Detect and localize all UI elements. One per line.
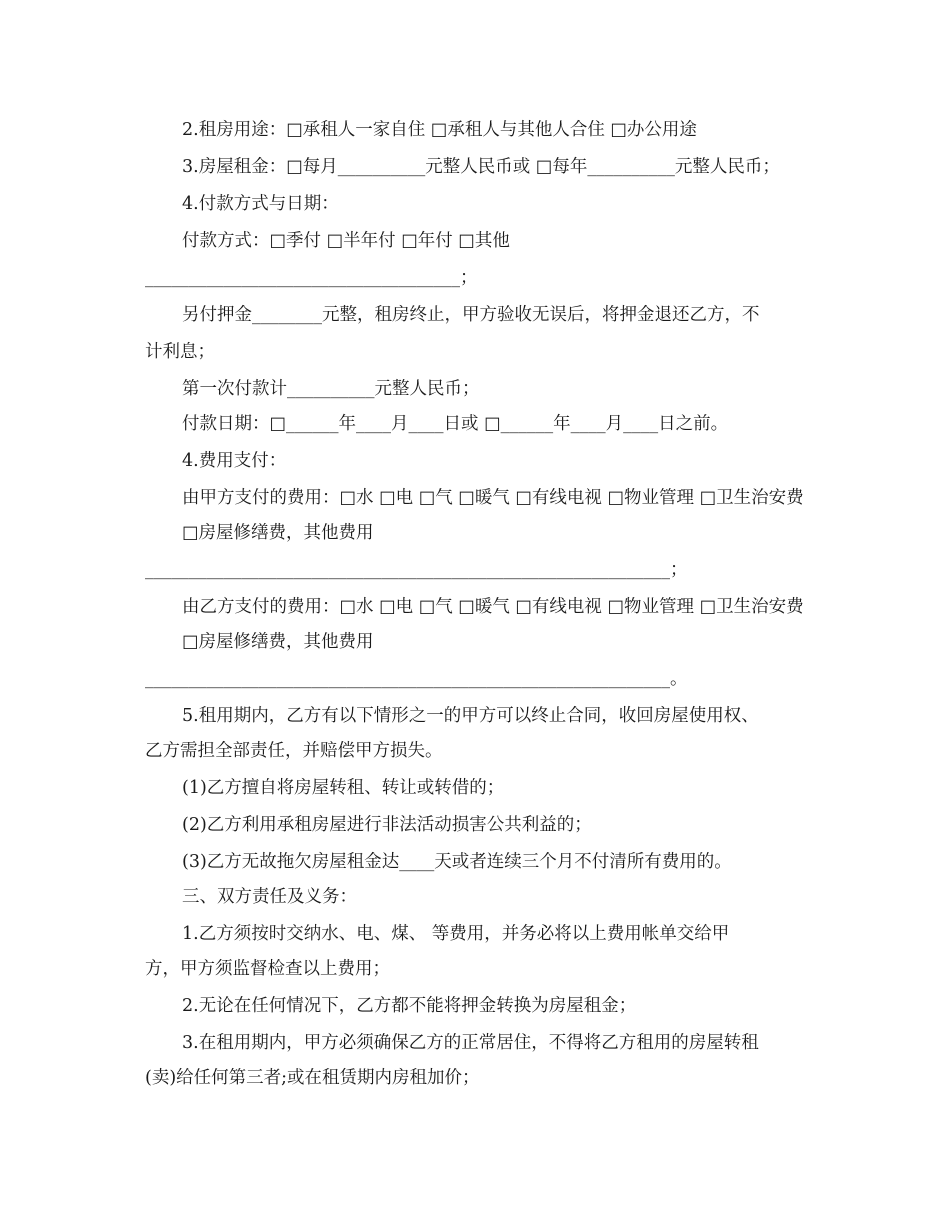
- line-payment-method: 付款方式：□季付 □半年付 □年付 □其他: [182, 231, 510, 251]
- line-item-1: (1)乙方擅自将房屋转租、转让或转借的；: [182, 778, 505, 798]
- line-rental-purpose: 2.租房用途：□承租人一家自住 □承租人与其他人合住 □办公用途: [182, 120, 697, 140]
- line-item-3: (3)乙方无故拖欠房屋租金达____天或者连续三个月不付清所有费用的。: [182, 852, 732, 872]
- line-obligation-3: 3.在租用期内，甲方必须确保乙方的正常居住，不得将乙方租用的房屋转租: [182, 1033, 759, 1053]
- line-payment-method-blank: ____________________________________；: [145, 268, 478, 288]
- line-item-2: (2)乙方利用承租房屋进行非法活动损害公共利益的；: [182, 815, 592, 835]
- line-obligation-1-cont: 方，甲方须监督检查以上费用；: [145, 959, 390, 979]
- line-termination: 5.租用期内，乙方有以下情形之一的甲方可以终止合同，收回房屋使用权、: [182, 706, 759, 726]
- line-obligation-3-cont: (卖)给任何第三者;或在租赁期内房租加价；: [145, 1068, 480, 1088]
- line-party-a-fees: 由甲方支付的费用：□水 □电 □气 □暖气 □有线电视 □物业管理 □卫生治安费: [182, 488, 804, 508]
- line-first-payment: 第一次付款计__________元整人民币；: [182, 379, 480, 399]
- line-rent-amount: 3.房屋租金：□每月__________元整人民币或 □每年__________元整人民币；: [182, 157, 780, 177]
- line-party-a-fees-cont: □房屋修缮费，其他费用: [182, 523, 374, 543]
- line-payment-heading: 4.付款方式与日期：: [182, 194, 339, 214]
- line-fees-heading: 4.费用支付：: [182, 451, 287, 471]
- line-payment-date: 付款日期：□______年____月____日或 □______年____月____日之前。: [182, 414, 729, 434]
- section-heading-obligations: 三、双方责任及义务：: [182, 887, 357, 907]
- line-obligation-1: 1.乙方须按时交纳水、电、煤、 等费用，并务必将以上费用帐单交给甲: [182, 924, 730, 944]
- line-termination-cont: 乙方需担全部责任，并赔偿甲方损失。: [145, 741, 443, 761]
- line-party-b-fees-blank: ____________________________________________________________。: [145, 669, 688, 689]
- line-deposit: 另付押金________元整，租房终止，甲方验收无误后，将押金退还乙方，不: [182, 305, 760, 325]
- line-party-b-fees-cont: □房屋修缮费，其他费用: [182, 632, 374, 652]
- line-party-b-fees: 由乙方支付的费用：□水 □电 □气 □暖气 □有线电视 □物业管理 □卫生治安费: [182, 597, 804, 617]
- line-deposit-cont: 计利息；: [145, 342, 215, 362]
- line-obligation-2: 2.无论在任何情况下，乙方都不能将押金转换为房屋租金；: [182, 996, 637, 1016]
- line-party-a-fees-blank: ____________________________________________________________；: [145, 560, 688, 580]
